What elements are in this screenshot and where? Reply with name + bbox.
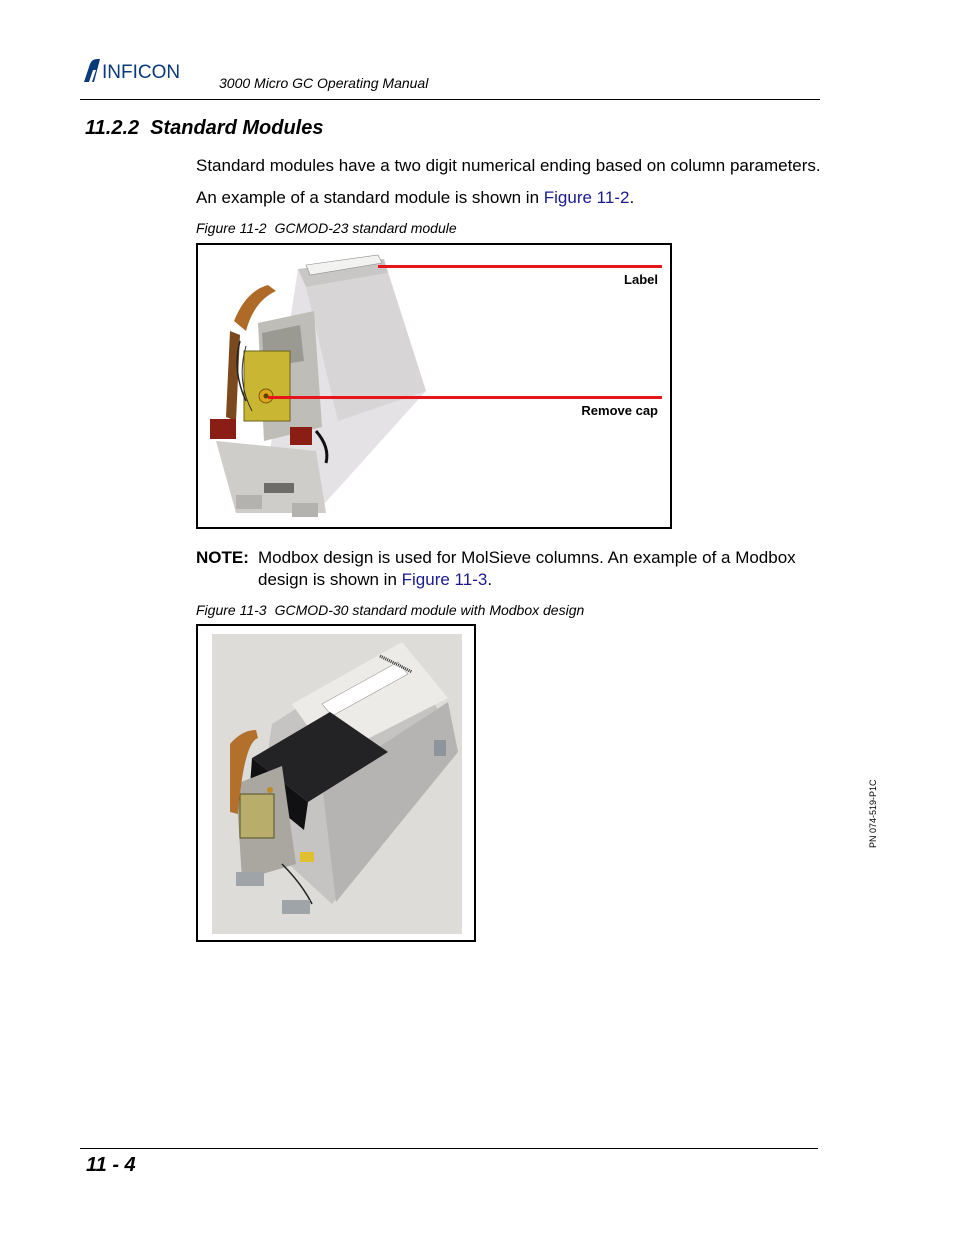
inficon-logo-mark: [82, 58, 194, 84]
manual-title: 3000 Micro GC Operating Manual: [219, 75, 429, 91]
section-number: 11.2.2: [85, 117, 140, 139]
paragraph-example-end: .: [629, 188, 635, 207]
header-divider: [80, 99, 820, 100]
page-number: 11 - 4: [86, 1154, 136, 1176]
figure-11-2-caption: [196, 220, 457, 236]
paragraph-example: [196, 187, 634, 209]
note-text-end: .: [487, 570, 493, 589]
svg-text:INFICON: INFICON: [102, 62, 181, 83]
note-text-line-1: Modbox design is used for MolSieve columns. An example of a Modbox: [258, 548, 796, 567]
figure-11-3-title: GCMOD-30 standard module with Modbox design: [274, 602, 585, 618]
figure-11-2-title: GCMOD-23 standard module: [274, 220, 457, 236]
callout-label: Label: [624, 272, 658, 287]
figure-11-2-number: Figure 11-2: [196, 220, 267, 236]
figure-11-3-link[interactable]: Figure 11-3: [401, 570, 488, 589]
callout-line-remove-cap: [268, 396, 662, 399]
figure-11-3-caption: [196, 602, 584, 618]
note-label: NOTE:: [196, 548, 249, 567]
figure-11-3-number: Figure 11-3: [196, 602, 267, 618]
callout-line-label: [378, 265, 662, 268]
gcmod-30-module-image: [212, 634, 462, 934]
figure-11-2-link[interactable]: Figure 11-2: [543, 188, 630, 207]
section-title: Standard Modules: [150, 117, 324, 139]
callout-remove-cap: Remove cap: [581, 403, 658, 418]
figure-11-3: [196, 624, 476, 942]
inficon-logo: [82, 58, 194, 84]
note-text-line-2: [258, 569, 492, 591]
part-number: PN 074-519-P1C: [868, 779, 878, 848]
gcmod-23-module-image: [206, 251, 436, 526]
paragraph-standard-modules: Standard modules have a two digit numerical ending based on column parameters.: [196, 156, 821, 175]
figure-11-2: [196, 243, 672, 529]
section-heading: [85, 117, 323, 140]
note-text-before-link: design is shown in: [258, 570, 402, 589]
paragraph-example-text: An example of a standard module is shown in: [196, 188, 544, 207]
footer-divider: [80, 1148, 818, 1149]
